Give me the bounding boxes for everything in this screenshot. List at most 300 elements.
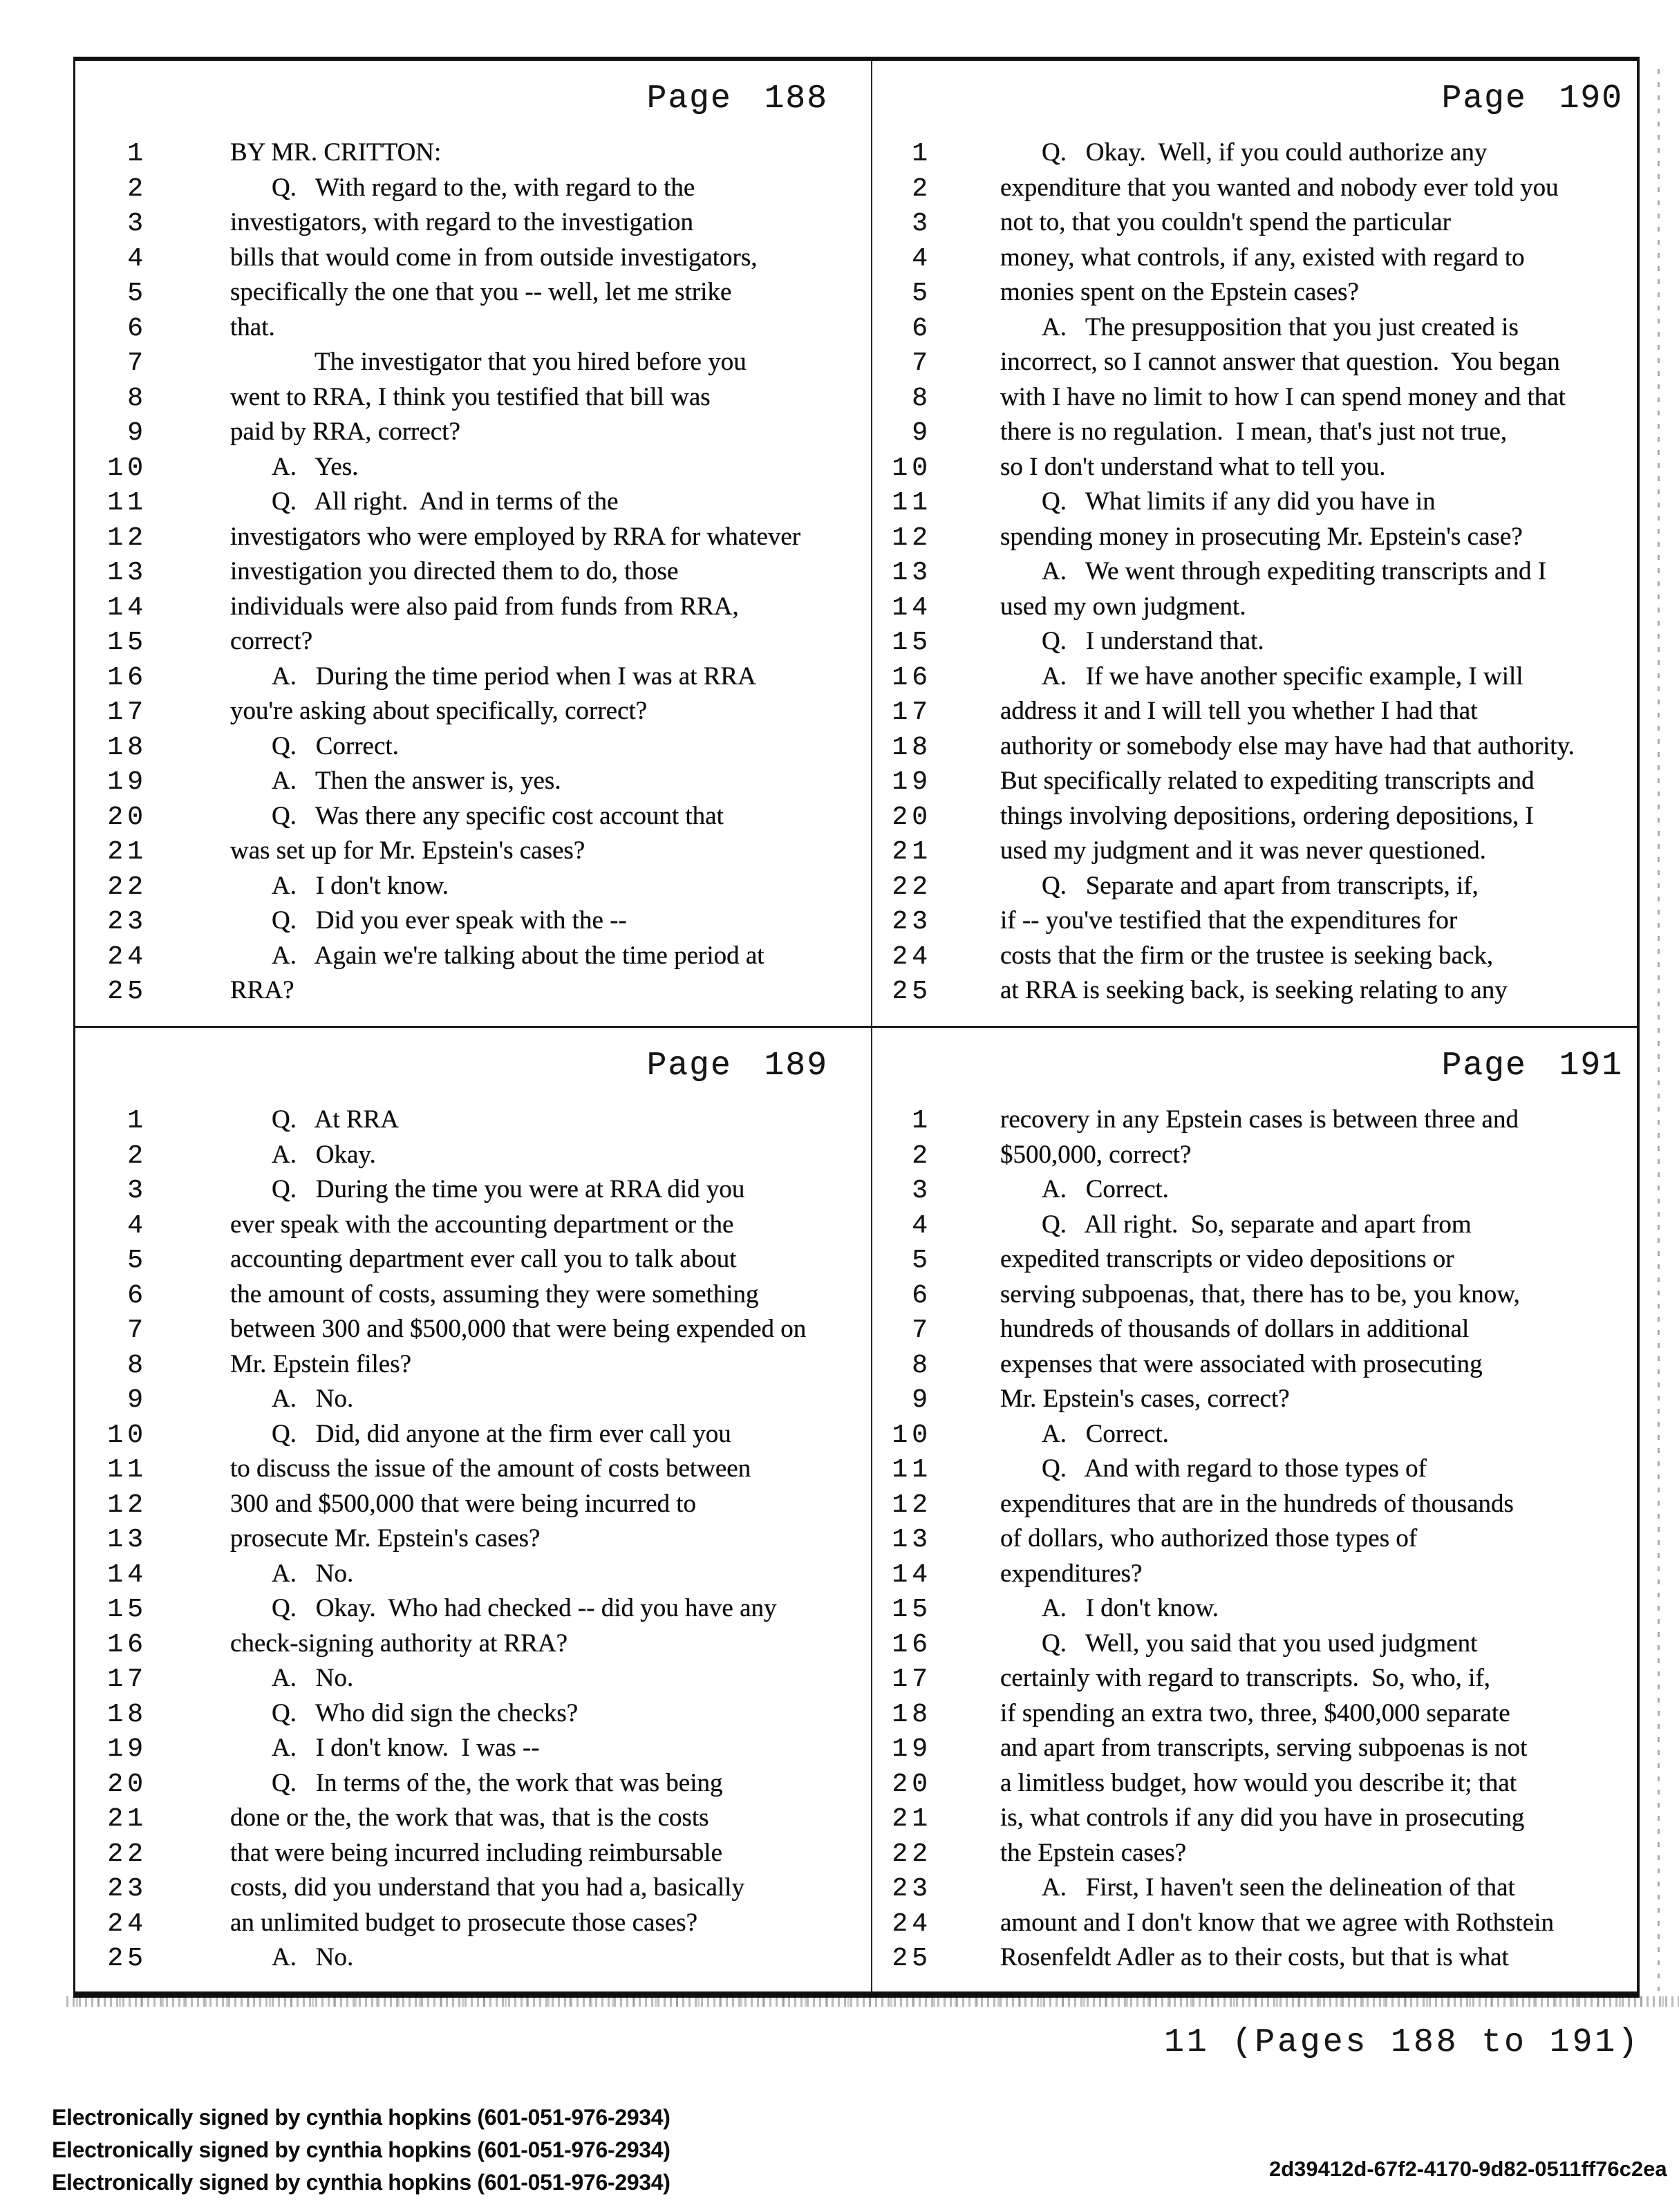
line-text: A. If we have another specific example, I will [1042,662,1523,691]
transcript-line [75,1382,871,1417]
transcript-line [872,205,1637,241]
line-text: Mr. Epstein files? [230,1349,412,1378]
line-number: 13 [107,558,147,588]
line-number: 9 [912,418,932,448]
transcript-line [872,1940,1637,1976]
transcript-line [872,729,1637,765]
line-number: 4 [912,1210,932,1241]
line-number: 8 [127,1350,147,1380]
transcript-line [872,1521,1637,1557]
transcript-line [872,1242,1637,1277]
line-text: a limitless budget, how would you describe it; that [1000,1768,1517,1797]
line-number: 22 [107,1839,147,1869]
signature-line: Electronically signed by cynthia hopkins (601-051-976-2934) [52,2170,670,2195]
line-text: incorrect, so I cannot answer that question. You began [1000,348,1560,376]
line-text: used my own judgment. [1000,592,1246,621]
transcript-line [872,1591,1637,1627]
line-number: 3 [127,209,147,238]
line-number: 22 [892,1839,932,1869]
page-191-header: Page 191 [1441,1047,1623,1085]
line-text: Q. With regard to the, with regard to the [272,173,695,202]
line-number: 17 [892,697,932,727]
transcript-line [75,764,871,799]
line-number: 12 [107,523,147,553]
transcript-line [75,1521,871,1557]
transcript-line [872,135,1637,171]
transcript-line [75,1801,871,1836]
line-text: Q. I understand that. [1042,627,1264,655]
line-number: 6 [912,313,932,344]
line-number: 18 [107,1699,147,1730]
line-number: 15 [892,628,932,657]
line-text: expedited transcripts or video depositions or [1000,1245,1454,1273]
line-number: 16 [107,1629,147,1660]
line-text: ever speak with the accounting department or the [230,1210,734,1239]
line-text: accounting department ever call you to talk about [230,1245,737,1273]
line-text: A. The presupposition that you just created is [1042,312,1519,341]
transcript-line [872,1417,1637,1452]
line-text: Q. And with regard to those types of [1042,1454,1427,1483]
line-text: certainly with regard to transcripts. So, who, if, [1000,1664,1490,1692]
line-text: correct? [230,627,313,655]
line-text: expenditure that you wanted and nobody ever told you [1000,173,1559,202]
transcript-line [75,1242,871,1277]
line-text: with I have no limit to how I can spend money and that [1000,382,1566,411]
transcript-line [75,834,871,869]
line-text: Q. Did, did anyone at the firm ever call you [272,1419,731,1448]
line-number: 23 [107,907,147,937]
line-number: 14 [892,1559,932,1590]
line-number: 4 [127,1210,147,1241]
line-number: 15 [892,1595,932,1624]
transcript-line [75,205,871,241]
line-text: the amount of costs, assuming they were something [230,1280,759,1309]
line-number: 18 [892,1699,932,1730]
line-number: 20 [892,1769,932,1799]
line-number: 13 [107,1525,147,1555]
line-number: 25 [892,977,932,1006]
line-text: A. During the time period when I was at RRA [272,662,756,691]
line-text: But specifically related to expediting transcripts and [1000,767,1535,795]
transcript-line [75,1661,871,1696]
transcript-line [75,1766,871,1801]
line-number: 17 [107,697,147,727]
line-number: 24 [107,1909,147,1939]
line-number: 5 [912,279,932,308]
line-text: Q. All right. So, separate and apart from [1042,1210,1472,1239]
transcript-line [872,1696,1637,1732]
transcript-line [75,1277,871,1313]
line-number: 21 [892,1804,932,1834]
line-text: investigators, with regard to the investigation [230,208,693,236]
line-number: 2 [127,1141,147,1171]
line-text: A. Okay. [272,1140,376,1169]
line-number: 24 [892,941,932,972]
line-text: A. Yes. [272,452,359,481]
line-number: 14 [107,592,147,623]
transcript-line [75,973,871,1009]
transcript-line [75,1627,871,1662]
line-number: 1 [127,1106,147,1136]
transcript-line [872,903,1637,939]
transcript-line [872,1208,1637,1243]
signature-block [52,2101,670,2199]
transcript-line [75,345,871,380]
line-number: 10 [892,453,932,483]
line-text: that were being incurred including reimbursable [230,1838,722,1867]
line-number: 11 [107,488,147,518]
scan-noise-band [66,1996,1679,2007]
line-number: 15 [107,628,147,657]
line-text: spending money in prosecuting Mr. Epstein's case? [1000,522,1523,551]
line-number: 4 [912,243,932,274]
line-text: was set up for Mr. Epstein's cases? [230,836,585,865]
line-number: 10 [107,1420,147,1450]
line-number: 16 [892,662,932,693]
line-text: RRA? [230,976,294,1004]
transcript-line [75,1731,871,1766]
line-text: A. First, I haven't seen the delineation of that [1042,1873,1515,1902]
line-number: 6 [912,1280,932,1311]
line-number: 11 [892,1455,932,1485]
transcript-line [75,1557,871,1592]
transcript-line [872,310,1637,346]
transcript-line [872,590,1637,625]
line-text: specifically the one that you -- well, let me strike [230,278,732,306]
line-text: to discuss the issue of the amount of costs between [230,1454,751,1483]
transcript-line [872,799,1637,834]
transcript-line [872,1103,1637,1138]
line-text: A. Then the answer is, yes. [272,767,561,795]
line-number: 10 [107,453,147,483]
transcript-line [872,380,1637,415]
line-text: Q. Separate and apart from transcripts, if, [1042,871,1479,900]
transcript-line [75,624,871,659]
line-number: 23 [892,1874,932,1904]
transcript-line [75,903,871,939]
transcript-line [75,1347,871,1382]
line-number: 3 [127,1176,147,1206]
line-number: 3 [912,1176,932,1206]
line-number: 7 [127,348,147,378]
line-text: and apart from transcripts, serving subpoenas is not [1000,1734,1528,1762]
line-number: 19 [892,767,932,797]
line-text: Q. During the time you were at RRA did you [272,1175,745,1203]
line-text: Q. Okay. Who had checked -- did you have any [272,1594,777,1622]
line-text: investigators who were employed by RRA for whatever [230,522,801,551]
line-number: 25 [107,1944,147,1974]
line-text: Q. What limits if any did you have in [1042,487,1436,516]
line-text: Q. In terms of the, the work that was being [272,1768,723,1797]
line-text: A. Again we're talking about the time period at [272,941,765,970]
line-text: things involving depositions, ordering depositions, I [1000,801,1534,830]
transcript-line [75,380,871,415]
transcript-line [75,799,871,834]
transcript-line [872,1731,1637,1766]
line-text: check-signing authority at RRA? [230,1629,568,1658]
transcript-line [872,1312,1637,1347]
line-text: A. Correct. [1042,1175,1169,1203]
line-text: Q. Well, you said that you used judgment [1042,1629,1478,1658]
transcript-line [872,520,1637,555]
line-number: 19 [107,1734,147,1764]
line-number: 1 [912,139,932,169]
transcript-line [872,171,1637,206]
line-number: 19 [892,1734,932,1764]
line-text: Q. All right. And in terms of the [272,487,619,516]
line-number: 22 [107,872,147,902]
line-number: 15 [107,1595,147,1624]
transcript-line [872,624,1637,659]
transcript-line [872,1661,1637,1696]
line-text: between 300 and $500,000 that were being expended on [230,1315,807,1343]
line-text: bills that would come in from outside investigators, [230,243,758,272]
page-191-lines [872,1103,1637,1976]
line-text: BY MR. CRITTON: [230,138,442,167]
line-number: 8 [912,383,932,413]
line-number: 3 [912,209,932,238]
line-text: if -- you've testified that the expenditures for [1000,906,1458,935]
transcript-line [872,1836,1637,1871]
transcript-line [75,171,871,206]
line-number: 7 [912,1315,932,1345]
line-number: 17 [892,1665,932,1694]
line-number: 16 [892,1629,932,1660]
line-number: 16 [107,662,147,693]
transcript-line [872,241,1637,276]
line-text: of dollars, who authorized those types of [1000,1524,1418,1553]
transcript-line [872,1277,1637,1313]
document-hash: 2d39412d-67f2-4170-9d82-0511ff76c2ea [1269,2157,1667,2181]
line-text: A. I don't know. [1042,1594,1219,1622]
line-text: Q. At RRA [272,1105,400,1134]
line-text: individuals were also paid from funds from RRA, [230,592,739,621]
line-number: 18 [107,732,147,762]
line-number: 5 [127,279,147,308]
line-text: investigation you directed them to do, those [230,557,679,585]
transcript-line [75,1940,871,1976]
line-number: 9 [127,418,147,448]
line-text: costs, did you understand that you had a, basically [230,1873,744,1902]
line-number: 8 [127,383,147,413]
transcript-line [872,973,1637,1009]
transcript-line [872,659,1637,695]
page-188-panel [75,61,871,1026]
transcript-line [872,834,1637,869]
line-number: 2 [912,1141,932,1171]
line-text: A. No. [272,1664,354,1692]
transcript-line [75,135,871,171]
line-number: 24 [107,941,147,972]
line-text: prosecute Mr. Epstein's cases? [230,1524,541,1553]
line-number: 12 [892,1490,932,1520]
line-text: there is no regulation. I mean, that's just not true, [1000,418,1508,446]
line-number: 23 [107,1874,147,1904]
scan-noise-edge [1658,69,1660,1991]
transcript-line [75,1487,871,1522]
transcript-line [872,1382,1637,1417]
transcript-line [75,1452,871,1487]
page-190-lines [872,135,1637,1009]
transcript-line [75,694,871,729]
line-text: A. I don't know. I was -- [272,1734,540,1762]
line-number: 20 [892,802,932,832]
transcript-line [75,554,871,590]
line-number: 6 [127,313,147,344]
line-text: Mr. Epstein's cases, correct? [1000,1385,1290,1413]
transcript-line [872,1347,1637,1382]
line-number: 7 [912,348,932,378]
line-number: 12 [892,523,932,553]
transcript-line [872,485,1637,520]
line-text: expenditures? [1000,1559,1143,1588]
transcript-line [75,939,871,974]
transcript-line [75,520,871,555]
line-number: 21 [107,1804,147,1834]
transcript-line [75,310,871,346]
transcript-line [872,1801,1637,1836]
line-text: A. No. [272,1559,354,1588]
transcript-line [75,869,871,904]
line-text: Q. Was there any specific cost account that [272,801,724,830]
line-number: 25 [892,1944,932,1974]
line-number: 12 [107,1490,147,1520]
line-number: 2 [127,174,147,204]
line-number: 20 [107,1769,147,1799]
line-text: authority or somebody else may have had that authority. [1000,731,1575,760]
transcript-line [872,1871,1637,1906]
transcript-line [75,1836,871,1871]
line-number: 25 [107,977,147,1006]
transcript-line [75,1208,871,1243]
line-text: an unlimited budget to prosecute those cases? [230,1908,698,1937]
line-text: went to RRA, I think you testified that bill was [230,382,711,411]
line-text: A. We went through expediting transcripts and I [1042,557,1547,585]
signature-line: Electronically signed by cynthia hopkins (601-051-976-2934) [52,2137,670,2162]
transcript-line [75,1906,871,1941]
page-191-panel [872,1028,1637,1991]
transcript-line [872,1906,1637,1941]
line-text: Q. Who did sign the checks? [272,1698,579,1727]
transcript-line [75,1172,871,1208]
line-number: 11 [107,1455,147,1485]
line-number: 9 [127,1385,147,1415]
line-number: 2 [912,174,932,204]
line-number: 22 [892,872,932,902]
line-text: used my judgment and it was never questioned. [1000,836,1486,865]
line-number: 13 [892,558,932,588]
transcript-line [872,450,1637,485]
signature-line: Electronically signed by cynthia hopkins (601-051-976-2934) [52,2105,670,2130]
transcript-line [75,1312,871,1347]
line-text: Rosenfeldt Adler as to their costs, but that is what [1000,1943,1509,1971]
transcript-line [75,1417,871,1452]
transcript-line [75,590,871,625]
line-text: 300 and $500,000 that were being incurred to [230,1489,697,1518]
line-text: $500,000, correct? [1000,1140,1192,1169]
line-text: Q. Did you ever speak with the -- [272,906,627,935]
line-number: 20 [107,802,147,832]
transcript-line [75,659,871,695]
transcript-line [872,415,1637,450]
transcript-line [75,485,871,520]
line-text: paid by RRA, correct? [230,418,460,446]
transcript-line [872,1452,1637,1487]
transcript-line [75,241,871,276]
transcript-line [872,764,1637,799]
line-number: 21 [107,837,147,867]
transcript-line [872,869,1637,904]
line-text: done or the, the work that was, that is the costs [230,1803,709,1832]
line-text: A. Correct. [1042,1419,1169,1448]
transcript-line [872,275,1637,310]
transcript-line [75,415,871,450]
line-text: is, what controls if any did you have in prosecuting [1000,1803,1525,1832]
line-text: hundreds of thousands of dollars in additional [1000,1315,1470,1343]
line-number: 17 [107,1665,147,1694]
page-189-panel [75,1028,871,1991]
line-number: 5 [127,1246,147,1275]
transcript-line [872,345,1637,380]
line-number: 18 [892,732,932,762]
transcript-line [75,1696,871,1732]
transcript-line [75,1871,871,1906]
line-text: expenditures that are in the hundreds of thousands [1000,1489,1514,1518]
line-number: 10 [892,1420,932,1450]
line-text: monies spent on the Epstein cases? [1000,278,1359,306]
line-number: 14 [892,592,932,623]
line-text: address it and I will tell you whether I had that [1000,697,1478,725]
transcript-line [75,729,871,765]
line-text: A. No. [272,1943,354,1971]
line-number: 7 [127,1315,147,1345]
line-number: 8 [912,1350,932,1380]
line-text: expenses that were associated with prosecuting [1000,1349,1483,1378]
page-189-lines [75,1103,871,1976]
transcript-line [75,450,871,485]
line-text: Q. Correct. [272,731,399,760]
line-number: 14 [107,1559,147,1590]
line-text: money, what controls, if any, existed with regard to [1000,243,1525,272]
transcript-line [872,1766,1637,1801]
line-number: 5 [912,1246,932,1275]
line-text: that. [230,312,275,341]
line-text: amount and I don't know that we agree with Rothstein [1000,1908,1554,1937]
page-188-lines [75,135,871,1009]
transcript-line [872,1557,1637,1592]
line-text: recovery in any Epstein cases is between three and [1000,1105,1519,1134]
line-number: 11 [892,488,932,518]
page-189-header: Page 189 [646,1047,828,1085]
line-text: so I don't understand what to tell you. [1000,452,1386,481]
transcript-line [75,1103,871,1138]
line-number: 6 [127,1280,147,1311]
transcript-line [872,1627,1637,1662]
transcript-line [872,1487,1637,1522]
line-text: at RRA is seeking back, is seeking relating to any [1000,976,1508,1004]
line-text: serving subpoenas, that, there has to be, you know, [1000,1280,1520,1309]
line-text: the Epstein cases? [1000,1838,1187,1867]
transcript-line [872,554,1637,590]
page-190-header: Page 190 [1441,80,1623,118]
line-text: The investigator that you hired before you [315,348,747,376]
line-number: 9 [912,1385,932,1415]
transcript-line [75,1591,871,1627]
page-188-header: Page 188 [646,80,828,118]
page-190-panel [872,61,1637,1026]
line-text: not to, that you couldn't spend the particular [1000,208,1451,236]
line-text: if spending an extra two, three, $400,000 separate [1000,1698,1510,1727]
